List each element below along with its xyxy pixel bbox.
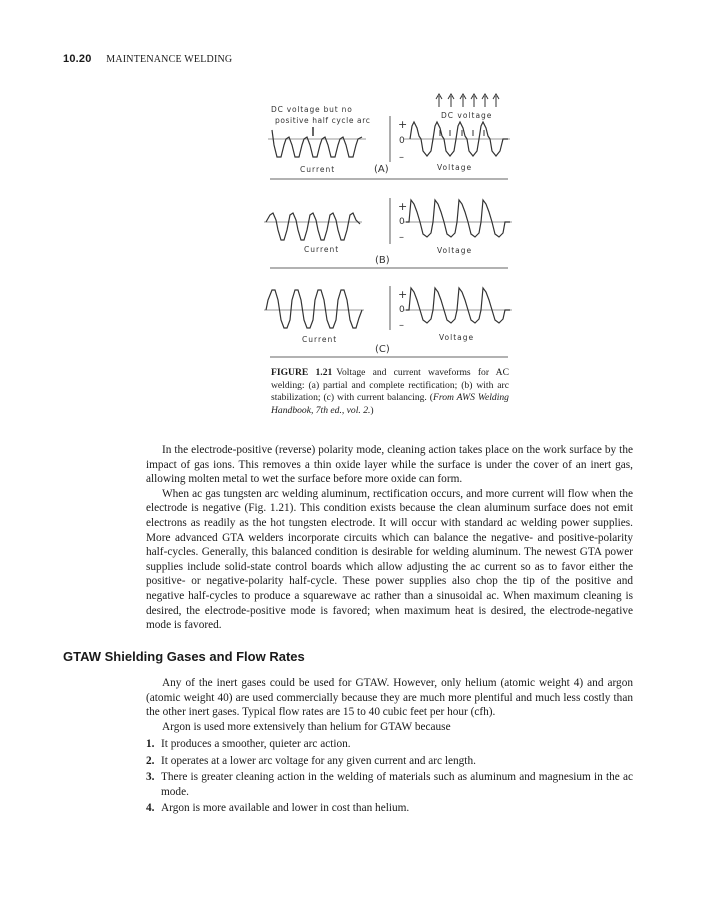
panel-c-voltage-label: Voltage [439, 333, 475, 342]
dc-marks [440, 130, 484, 136]
voltage-waveform [406, 288, 510, 323]
plus-sign: + [398, 288, 408, 301]
list-item [146, 754, 633, 769]
page-number: 10.20 [63, 53, 92, 65]
list-number: 3. [146, 771, 155, 784]
list-item [146, 770, 633, 799]
plus-sign: + [398, 200, 408, 213]
current-waveform-balanced [266, 290, 362, 328]
panel-a-annotation-left-1: DC voltage but no [271, 105, 353, 114]
paragraph: In the electrode-positive (reverse) polarity mode, cleaning action takes place on the work surface by the impact of gas ions. This removes a thin oxide layer while the surface is under the cover of an inert gas, allowing molten metal to wet the surface before more oxide can form. [146, 444, 633, 486]
panel-b [264, 198, 512, 266]
panel-c-label: (C) [375, 344, 390, 355]
figure-1-21 [0, 0, 718, 360]
panel-a-voltage-label: Voltage [437, 163, 473, 172]
caption-end: ) [370, 404, 374, 416]
minus-sign: – [399, 320, 404, 331]
zero-sign: 0 [399, 136, 405, 146]
panel-a-annotation-right: DC voltage [441, 111, 493, 120]
list-number: 2. [146, 754, 155, 767]
panel-b-current-label: Current [304, 245, 340, 254]
section-heading: GTAW Shielding Gases and Flow Rates [63, 649, 305, 664]
panel-c-current-label: Current [302, 335, 338, 344]
current-waveform-rectified [272, 130, 362, 157]
voltage-waveform [406, 200, 510, 237]
panel-a-label: (A) [374, 164, 389, 175]
panel-b-voltage-label: Voltage [437, 246, 473, 255]
panel-a-current-label: Current [300, 165, 336, 174]
current-waveform-stabilized [266, 213, 360, 240]
body-section-2 [146, 676, 633, 734]
body-section-1 [146, 443, 633, 633]
arrow-row [436, 94, 499, 107]
list-item [146, 737, 633, 752]
list-number: 1. [146, 738, 155, 750]
caption-source: From AWS Welding Handbook, 7th ed., vol. 2. [271, 392, 509, 416]
zero-sign: 0 [399, 305, 405, 315]
list-text: It operates at a lower arc voltage for any given current and arc length. [161, 754, 476, 767]
zero-sign: 0 [399, 217, 405, 227]
numbered-list [146, 737, 633, 818]
caption-text: Voltage and current waveforms for AC welding: (a) partial and complete rectification; (b) with arc stabilization; (c) with current balancing. ( [271, 367, 510, 404]
running-title: MAINTENANCE WELDING [106, 54, 233, 65]
minus-sign: – [399, 152, 404, 163]
panel-a-annotation-left-2: positive half cycle arc [275, 116, 371, 125]
list-text: There is greater cleaning action in the welding of materials such as aluminum and magnesium in the ac mode. [161, 771, 633, 798]
list-text: It produces a smoother, quieter arc action. [161, 738, 351, 750]
plus-sign: + [398, 118, 408, 131]
paragraph: When ac gas tungsten arc welding aluminum, rectification occurs, and more current will flow when the electrode is negative (Fig. 1.21). This condition exists because the clean aluminum surface does not emit electrons as readily as the hot tungsten electrode. It will occur with standard ac welding power supplies. More advanced GTA welders incorporate circuits which can balance the negative- and positive-polarity half-cycles. Generally, this balanced condition is desirable for welding aluminum. The newest GTA power supplies include solid-state control boards which allow adjusting the ac current so as to favor either the positive- or negative-polarity half-cycle. These power supplies also chop the tip of the positive and negative half-cycles to produce a squarewave ac rather than a sinusoidal ac. When maximum cleaning is desired, the electrode-positive mode is favored; when maximum heat is desired, the electrode-negative mode is favored. [146, 487, 633, 632]
figure-label: FIGURE 1.21 [271, 367, 333, 378]
paragraph: Any of the inert gases could be used for GTAW. However, only helium (atomic weight 4) and argon (atomic weight 40) are used commercially because they are much more plentiful and much less costly than the other inert gases. Typical flow rates are 15 to 40 cubic feet per hour (cfh). [146, 677, 633, 719]
list-number: 4. [146, 802, 155, 815]
panel-b-label: (B) [375, 255, 390, 266]
minus-sign: – [399, 232, 404, 243]
paragraph: Argon is used more extensively than helium for GTAW because [162, 720, 451, 733]
panel-c [264, 286, 512, 355]
panel-a [268, 94, 510, 175]
list-text: Argon is more available and lower in cost than helium. [161, 802, 410, 815]
list-item [146, 801, 633, 816]
figure-caption [271, 367, 509, 417]
